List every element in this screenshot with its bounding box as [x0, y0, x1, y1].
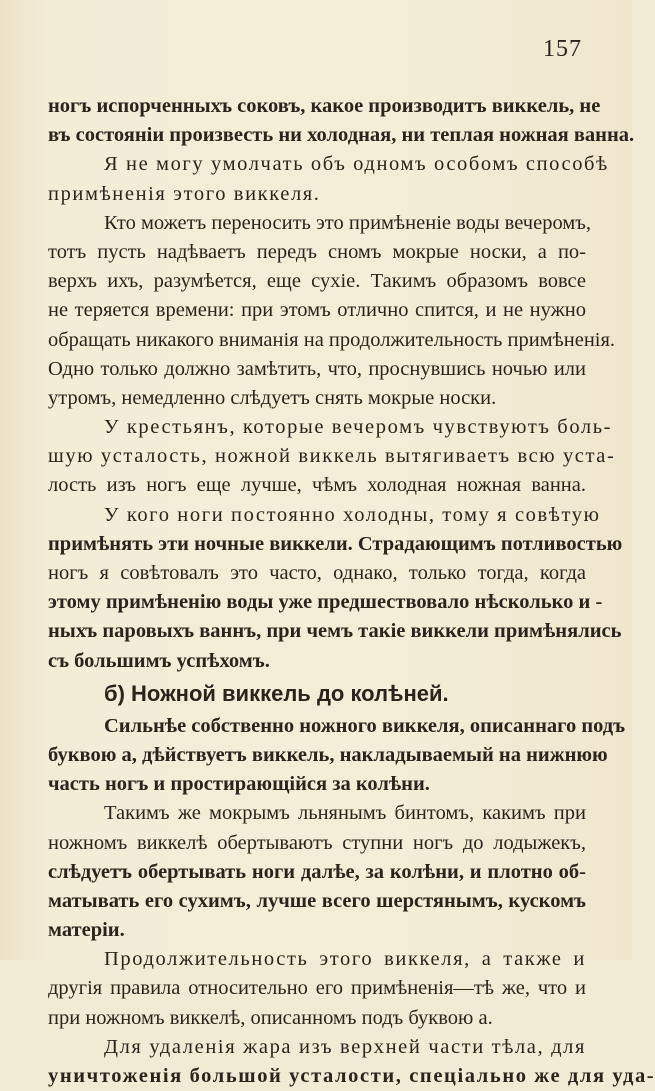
text-line: шую усталость, ножной виккель вытягиваетъ всю уста- [48, 445, 616, 468]
text-line: обращать никакого вниманія на продолжительность примѣненія. [48, 328, 616, 351]
text-line: не теряется времени: при этомъ отлично спится, и не нужно [48, 299, 586, 322]
text-line: уничтоженія большой усталости, спеціально же для уда- [48, 1065, 655, 1087]
page-text [48, 92, 655, 1091]
text-line: ногъ испорченныхъ соковъ, какое производитъ виккель, не [48, 95, 601, 117]
text-line: слѣдуетъ обертывать ноги далѣе, за колѣни, и плотно об- [48, 860, 586, 883]
text-line: Такимъ же мокрымъ льнянымъ бинтомъ, какимъ при [104, 802, 586, 825]
text-line: Одно только должно замѣтить, что, проснувшись ночью или [48, 357, 586, 380]
text-line: Кто можетъ переносить это примѣненіе воды вечеромъ, [104, 211, 592, 234]
text-line: при ножномъ виккелѣ, описанномъ подъ буквою а. [48, 1006, 493, 1029]
text-line: другія правила относительно его примѣненія—тѣ же, что и [48, 977, 586, 1000]
text-line: матывать его сухимъ, лучше всего шерстянымъ, кускомъ [48, 889, 586, 912]
section-heading: б) Ножной виккель до колѣней. [104, 680, 449, 706]
text-line: въ состояніи произвесть ни холодная, ни теплая ножная ванна. [48, 124, 635, 147]
text-line: ножномъ виккелѣ обертываютъ ступни ногъ до лодыжекъ, [48, 831, 586, 854]
text-line: съ большимъ успѣхомъ. [48, 649, 270, 672]
text-line: Я не могу умолчать объ одномъ особомъ способѣ [104, 153, 609, 176]
text-line: примѣненія этого виккеля. [48, 182, 321, 205]
text-line: Для удаленія жара изъ верхней части тѣла, для [104, 1035, 586, 1058]
text-line: этому примѣненію воды уже предшествовало нѣсколько и - [48, 591, 603, 614]
text-line: лость изъ ногъ еще лучше, чѣмъ холодная ножная ванна. [48, 474, 586, 497]
text-line: Продолжительность этого виккеля, а также и [104, 948, 586, 971]
text-line: Сильнѣе собственно ножного виккеля, описаннаго подъ [104, 714, 626, 737]
text-line: У кого ноги постоянно холодны, тому я совѣтую [104, 503, 601, 526]
text-line: часть ногъ и простирающійся за колѣни. [48, 773, 430, 796]
text-line: примѣнять эти ночные виккели. Страдающимъ потливостью [48, 532, 623, 555]
text-line: ныхъ паровыхъ ваннъ, при чемъ такіе виккели примѣнялись [48, 620, 622, 643]
text-line: ногъ я совѣтовалъ это часто, однако, только тогда, когда [48, 562, 586, 584]
text-line: буквою а, дѣйствуетъ виккель, накладываемый на нижнюю [48, 743, 608, 766]
text-line: У крестьянъ, которые вечеромъ чувствуютъ боль- [104, 416, 613, 439]
text-line: тотъ пусть надѣваетъ передъ сномъ мокрые носки, а по- [48, 240, 586, 263]
text-line: верхъ ихъ, разумѣется, еще сухіе. Такимъ образомъ вовсе [48, 270, 586, 293]
text-line: утромъ, немедленно слѣдуетъ снять мокрые носки. [48, 386, 497, 409]
page-number: 157 [543, 36, 582, 62]
text-line: матеріи. [48, 919, 125, 942]
